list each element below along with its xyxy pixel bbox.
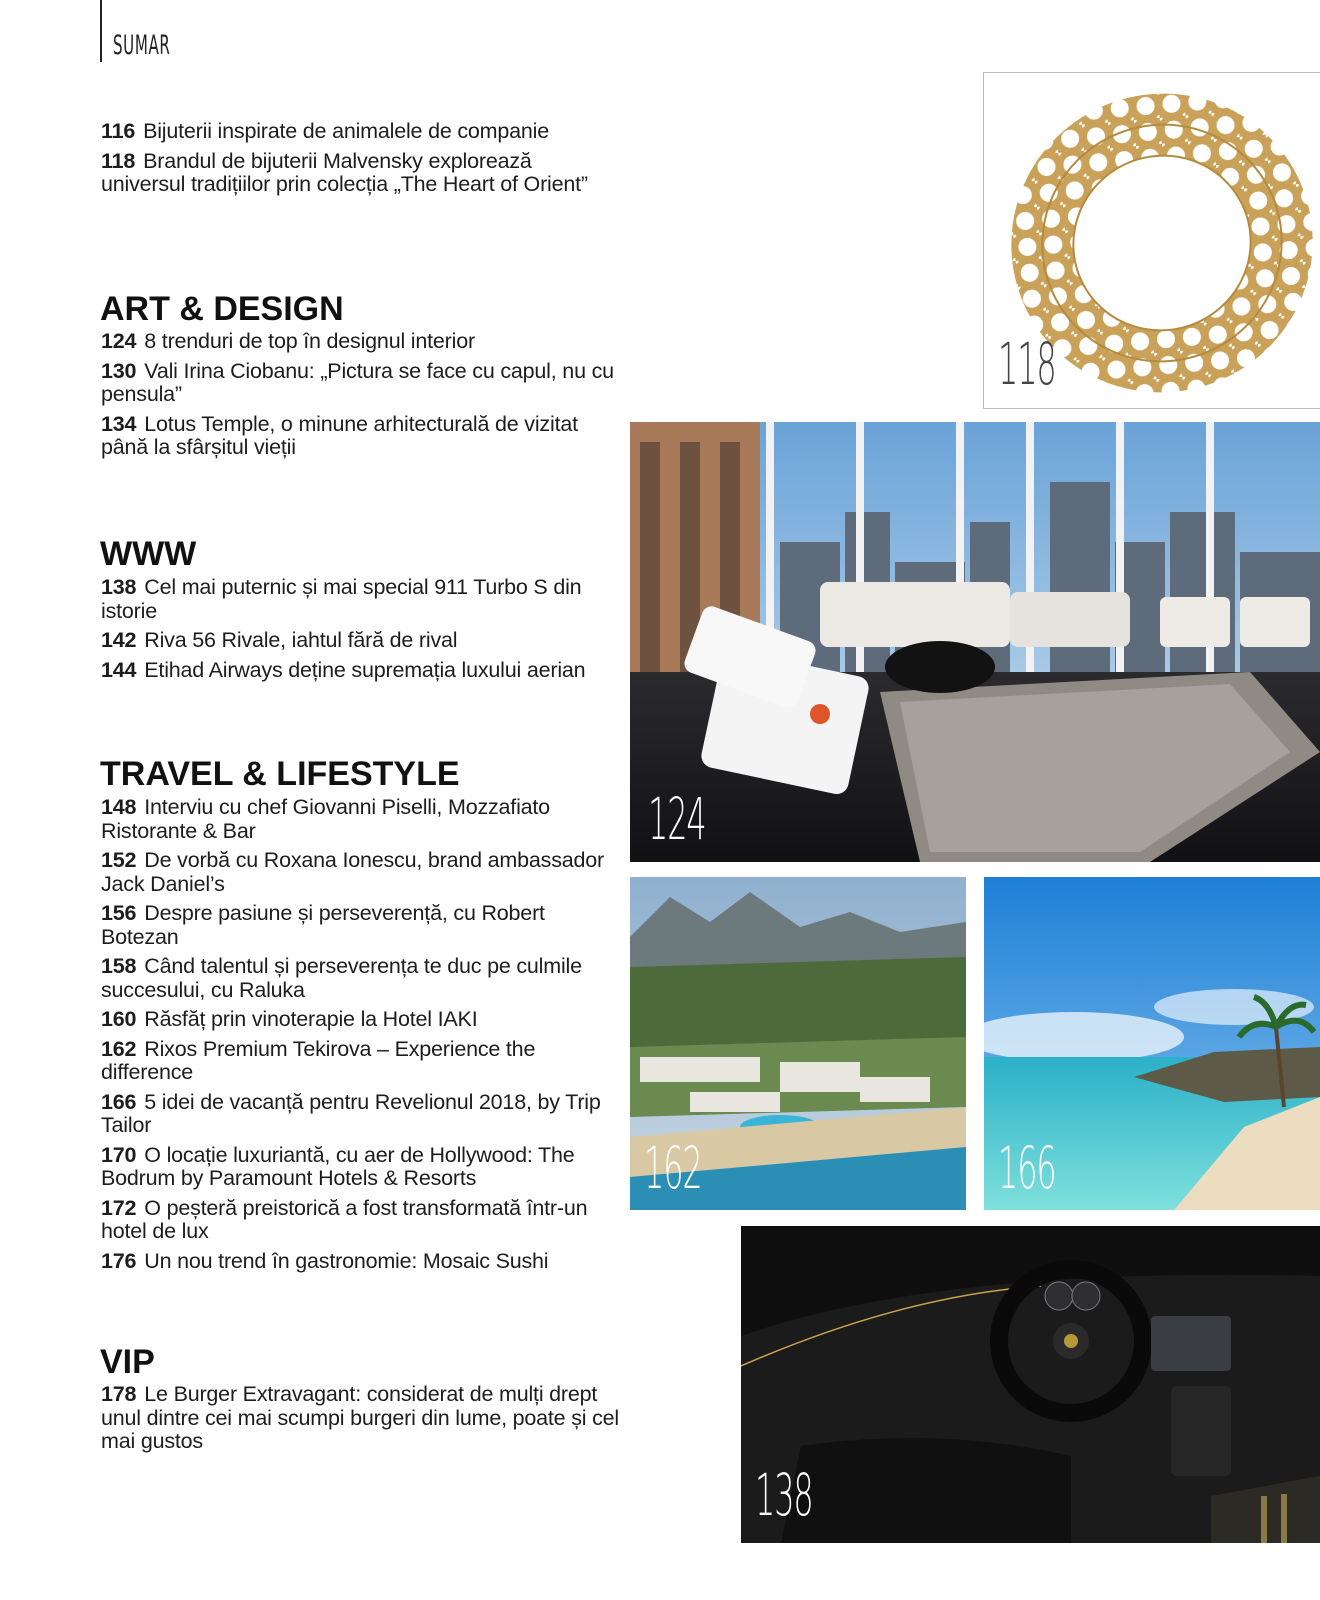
- toc-title: Despre pasiune și perseverență, cu Robert Botezan: [101, 901, 545, 949]
- toc-title: 8 trenduri de top în designul interior: [144, 329, 475, 353]
- toc-page-number: 170: [101, 1142, 137, 1167]
- toc-title: Cel mai puternic și mai special 911 Turbo S din istorie: [101, 575, 582, 623]
- toc-title: Bijuterii inspirate de animalele de companie: [143, 119, 549, 143]
- toc-page-number: 142: [101, 628, 137, 652]
- photo-page-number: 166: [998, 1134, 1056, 1202]
- photo-bracelet[interactable]: [983, 72, 1320, 409]
- toc-group-travel-lifestyle: [101, 796, 621, 1279]
- toc-entry[interactable]: [101, 1144, 621, 1191]
- toc-entry[interactable]: [101, 659, 621, 683]
- toc-title: Vali Irina Ciobanu: „Pictura se face cu capul, nu cu pensula”: [101, 358, 614, 406]
- toc-entry[interactable]: [101, 1250, 621, 1274]
- toc-group-vip: [101, 1383, 621, 1460]
- toc-page-number: 166: [101, 1089, 137, 1114]
- photo-resort[interactable]: [630, 877, 966, 1210]
- car-interior-illustration: [741, 1226, 1320, 1543]
- toc-entry[interactable]: [101, 849, 621, 896]
- toc-entry[interactable]: [101, 330, 621, 354]
- toc-title: Răsfăț prin vinoterapie la Hotel IAKI: [144, 1007, 478, 1031]
- toc-title: O locație luxuriantă, cu aer de Hollywood: The Bodrum by Paramount Hotels & Resorts: [101, 1142, 575, 1190]
- toc-entry[interactable]: [101, 413, 621, 460]
- toc-page-number: 158: [101, 954, 137, 978]
- toc-entry[interactable]: [101, 1383, 621, 1454]
- section-heading-art-design: ART & DESIGN: [100, 290, 344, 328]
- living-room-illustration: [630, 422, 1320, 862]
- toc-page-number: 172: [101, 1195, 137, 1220]
- toc-title: Rixos Premium Tekirova – Experience the difference: [101, 1036, 536, 1084]
- photo-living-room[interactable]: [630, 422, 1320, 862]
- toc-group-jewelry: [101, 120, 621, 203]
- toc-page-number: 134: [101, 411, 137, 436]
- photo-page-number: 118: [998, 330, 1056, 398]
- toc-title: Când talentul și perseverența te duc pe culmile succesului, cu Raluka: [101, 954, 582, 1002]
- toc-page-number: 148: [101, 795, 137, 819]
- toc-entry[interactable]: [101, 576, 621, 623]
- toc-entry[interactable]: [101, 796, 621, 843]
- photo-page-number: 124: [648, 785, 706, 853]
- toc-page-number: 176: [101, 1248, 137, 1273]
- toc-entry[interactable]: [101, 1008, 621, 1032]
- photo-page-number: 162: [644, 1134, 702, 1202]
- toc-page-number: 144: [101, 657, 137, 682]
- section-heading-vip: VIP: [100, 1343, 155, 1381]
- toc-page-number: 178: [101, 1382, 137, 1406]
- toc-entry[interactable]: [101, 360, 621, 407]
- toc-title: Le Burger Extravagant: considerat de mulți drept unul dintre cei mai scumpi burgeri din lume, poate și cel mai gustos: [101, 1382, 619, 1453]
- toc-group-www: [101, 576, 621, 688]
- header-rule: [100, 0, 102, 62]
- toc-page-number: 152: [101, 848, 137, 872]
- toc-title: De vorbă cu Roxana Ionescu, brand ambassador Jack Daniel’s: [101, 848, 604, 896]
- toc-entry[interactable]: [101, 902, 621, 949]
- toc-page-number: 124: [101, 329, 137, 353]
- section-heading-www: WWW: [100, 535, 197, 573]
- toc-entry[interactable]: [101, 629, 621, 653]
- toc-page-number: 162: [101, 1036, 137, 1061]
- toc-page-number: 156: [101, 901, 137, 925]
- toc-title: Un nou trend în gastronomie: Mosaic Sushi: [144, 1248, 549, 1273]
- toc-title: O peșteră preistorică a fost transformată într-un hotel de lux: [101, 1195, 588, 1243]
- toc-entry[interactable]: [101, 1091, 621, 1138]
- toc-page-number: 160: [101, 1007, 137, 1031]
- toc-page-number: 138: [101, 575, 137, 599]
- toc-page-number: 130: [101, 358, 137, 383]
- toc-entry[interactable]: [101, 150, 621, 197]
- photo-car-interior[interactable]: [741, 1226, 1320, 1543]
- toc-entry[interactable]: [101, 1038, 621, 1085]
- toc-group-art-design: [101, 330, 621, 466]
- section-label: SUMAR: [113, 30, 171, 61]
- toc-title: Riva 56 Rivale, iahtul fără de rival: [144, 628, 458, 652]
- toc-title: Brandul de bijuterii Malvensky explorează universul tradițiilor prin colecția „The Heart of Orient”: [101, 148, 588, 196]
- toc-title: Lotus Temple, o minune arhitecturală de vizitat până la sfârșitul vieții: [101, 411, 578, 459]
- toc-title: Etihad Airways deține supremația luxului aerian: [144, 657, 586, 682]
- toc-page-number: 116: [101, 119, 136, 143]
- photo-page-number: 138: [755, 1461, 813, 1529]
- toc-title: 5 idei de vacanță pentru Revelionul 2018, by Trip Tailor: [101, 1089, 601, 1137]
- toc-title: Interviu cu chef Giovanni Piselli, Mozzafiato Ristorante & Bar: [101, 795, 550, 843]
- section-heading-travel-lifestyle: TRAVEL & LIFESTYLE: [100, 755, 460, 793]
- toc-entry[interactable]: [101, 1197, 621, 1244]
- toc-entry[interactable]: [101, 120, 621, 144]
- photo-beach[interactable]: [984, 877, 1320, 1210]
- toc-page-number: 118: [101, 148, 136, 173]
- toc-entry[interactable]: [101, 955, 621, 1002]
